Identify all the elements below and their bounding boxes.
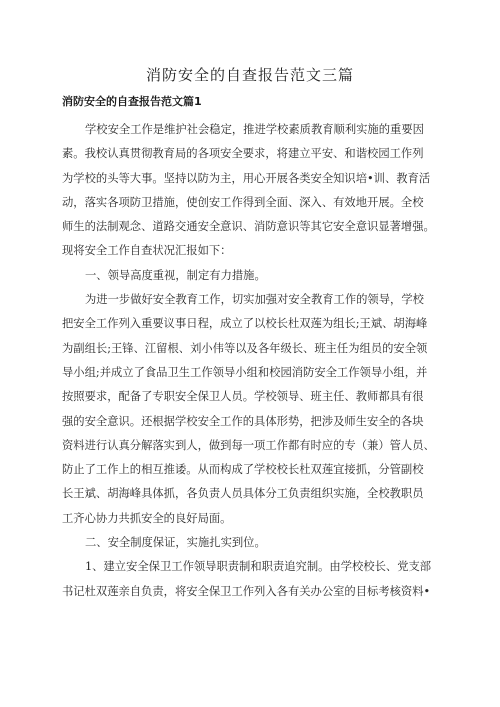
body-line: 动，落实各项防卫措施，使创安工作得到全面、深入、有效地开展。全校 bbox=[62, 195, 424, 209]
body-line: 防止了工作上的相互推诿。从而构成了学校校长杜双莲宜接抓，分管副校 bbox=[62, 463, 424, 477]
document-body bbox=[62, 118, 438, 604]
body-line: 书记杜双莲亲自负责，将安全保卫工作列入各有关办公室的目标考核资料• bbox=[62, 584, 431, 598]
body-line: 学校安全工作是维护社会稳定，推进学校素质教育顺利实施的重要因 bbox=[85, 123, 424, 136]
body-line: 为进一步做好安全教育工作，切实加强对安全教育工作的领导，学校 bbox=[85, 293, 424, 307]
body-line: 现将安全工作自查状况汇报如下： bbox=[62, 244, 232, 258]
body-line: 资料进行认真分解落实到人，做到每一项工作都有时应的专（兼）管人员、 bbox=[62, 438, 435, 452]
section-heading: 消防安全的自查报告范文篇1 bbox=[62, 95, 202, 108]
body-line: 长王斌、胡海峰具体抓，各负责人员具体分工负责组织实施，全校教职员 bbox=[62, 487, 424, 501]
body-line: 为副组长;王锋、江留根、刘小伟等以及各年级长、班主任为组员的安全领 bbox=[62, 341, 428, 355]
body-line: 工齐心协力共抓安全的良好局面。 bbox=[62, 511, 232, 525]
body-line: 1、建立安全保卫工作领导职责制和职责追究制。由学校校长、党支部 bbox=[85, 560, 432, 574]
body-line: 一、领导高度重视，制定有力措施。 bbox=[85, 268, 266, 282]
body-line: 师生的法制观念、道路交通安全意识、消防意识等其它安全意识显著增强。 bbox=[62, 220, 435, 234]
body-line: 把安全工作列入重要议事日程，成立了以校长杜双莲为组长;王斌、胡海峰 bbox=[62, 317, 428, 331]
body-line: 二、安全制度保证，实施扎实到位。 bbox=[85, 536, 266, 550]
body-line: 为学校的头等大事。坚持以防为主，用心开展各类安全知识培•训、教育活 bbox=[62, 171, 431, 185]
body-line: 按照要求，配备了专职安全保卫人员。学校领导、班主任、教师都具有很 bbox=[62, 390, 424, 404]
body-line: 强的安全意识。还根据学校安全工作的具体形势，把涉及师生安全的各块 bbox=[62, 414, 424, 428]
body-line: 素。我校认真贯彻教育局的各项安全要求，将建立平安、和谐校园工作列 bbox=[62, 147, 424, 161]
body-line: 导小组;并成立了食品卫生工作领导小组和校园消防安全工作领导小组，并 bbox=[62, 365, 428, 379]
document-title: 消防安全的自查报告范文三篇 bbox=[145, 66, 354, 84]
